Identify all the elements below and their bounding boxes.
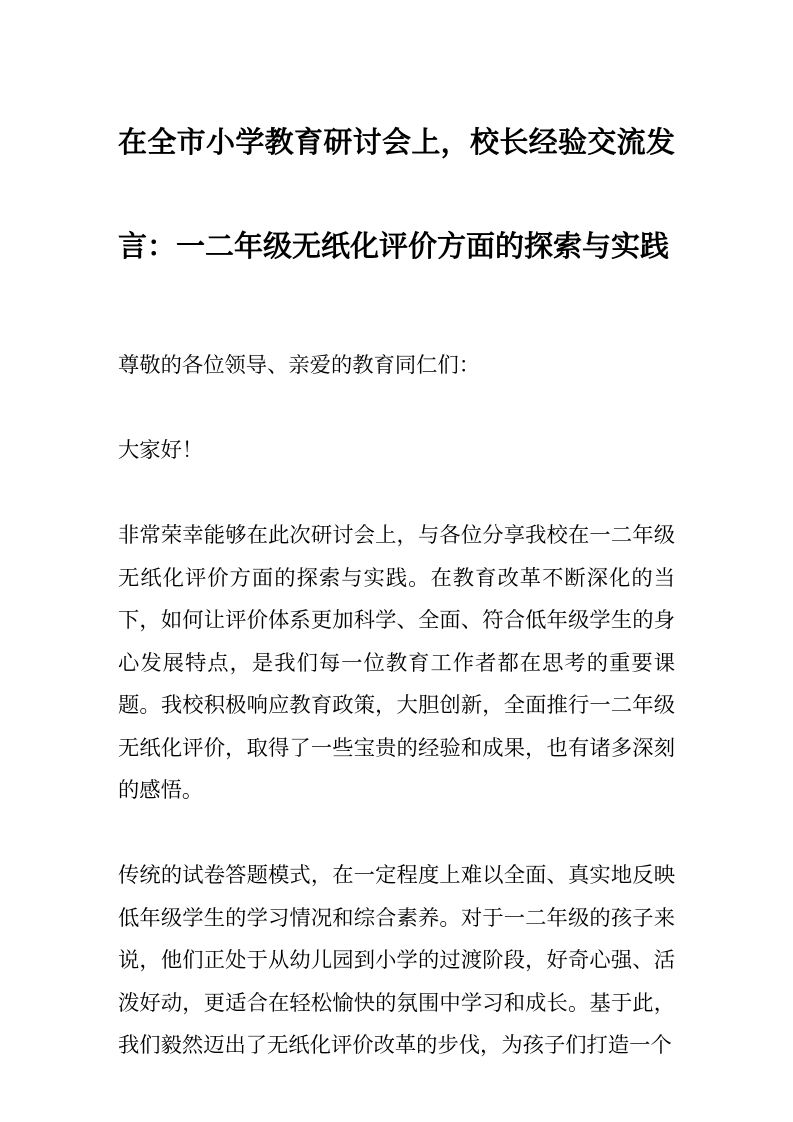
document-title: 在全市小学教育研讨会上，校长经验交流发言：一二年级无纸化评价方面的探索与实践 (118, 127, 675, 263)
paragraph-body: 传统的试卷答题模式，在一定程度上难以全面、真实地反映低年级学生的学习情况和综合素养。对于一二年级的孩子来说，他们正处于从幼儿园到小学的过渡阶段，好奇心强、活泼好动，更适合在轻松愉快的氛围中学习和成长。基于此，我们毅然迈出了无纸化评价改革的步伐，为孩子们打造一个 (118, 863, 675, 1057)
paragraph-salutation: 尊敬的各位领导、亲爱的教育同仁们： (118, 353, 481, 377)
paragraph-introduction: 非常荣幸能够在此次研讨会上，与各位分享我校在一二年级无纸化评价方面的探索与实践。在教育改革不断深化的当下，如何让评价体系更加科学、全面、符合低年级学生的身心发展特点，是我们每一位教育工作者都在思考的重要课题。我校积极响应教育政策，大胆创新，全面推行一二年级无纸化评价，取得了一些宝贵的经验和成果，也有诸多深刻的感悟。 (118, 523, 675, 802)
paragraph-greeting: 大家好！ (118, 438, 204, 462)
